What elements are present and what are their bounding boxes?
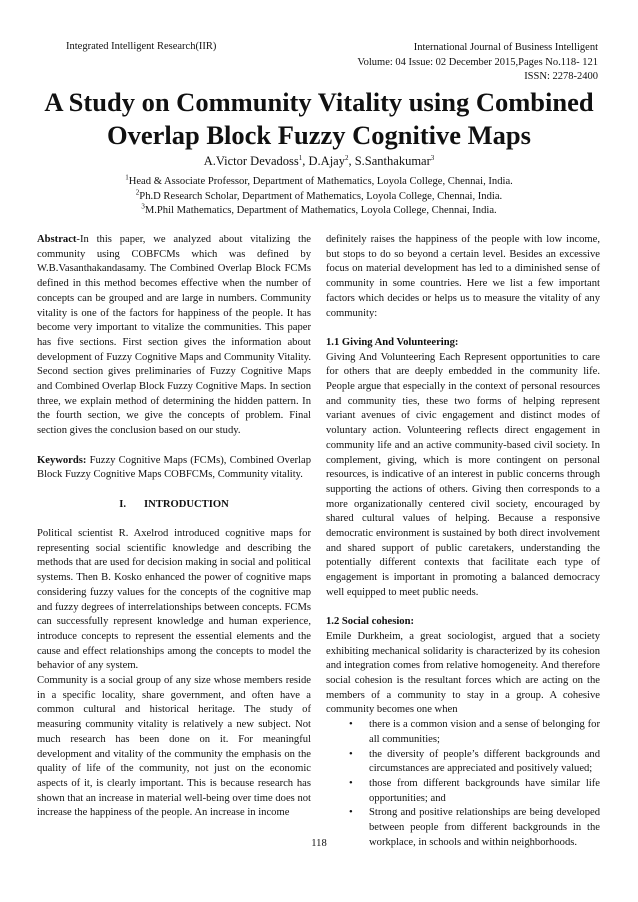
bullet-icon: • <box>349 748 353 760</box>
affiliation-text: Ph.D Research Scholar, Department of Mathematics, Loyola College, Chennai, India. <box>139 190 503 202</box>
bullet-icon: • <box>349 777 353 789</box>
section-number: I. <box>119 498 126 510</box>
author-sup: 3 <box>430 153 435 162</box>
journal-publisher: Integrated Intelligent Research(IIR) <box>66 41 217 52</box>
author-name: S.Santhakumar <box>354 154 431 168</box>
affiliation <box>0 175 638 190</box>
list-item <box>349 718 600 747</box>
journal-volume: Volume: 04 Issue: 02 December 2015,Pages No.118- 121 <box>357 56 598 68</box>
author-list <box>0 154 638 169</box>
intro-paragraph-2: Community is a social group of any size whose members reside in a specific locality, share government, and often have a common cultural and historical heritage. The study of measuring community vitality is relatively a new subject. Not much research has been done on it. For meaningful development and vitality of the community the emphasis on the quality of life of the community, not just on the economic aspects of it, is clearly important. This is because research has shown that an increase in material well-being over time does not increase the happiness of the people. An increase in income <box>37 675 311 819</box>
subsection-heading-social-cohesion: 1.2 Social cohesion: <box>326 616 414 628</box>
abstract <box>37 233 311 439</box>
author-name: A.Victor Devadoss <box>203 154 299 168</box>
subsection-heading-giving: 1.1 Giving And Volunteering: <box>326 336 459 348</box>
affiliation <box>0 204 638 219</box>
keywords <box>37 454 311 483</box>
section-title: INTRODUCTION <box>144 498 229 510</box>
affiliation-sup: 1 <box>125 173 129 182</box>
affiliation-sup: 2 <box>135 188 140 197</box>
bullet-icon: • <box>349 719 353 731</box>
affiliation-list <box>0 175 638 219</box>
journal-issn: ISSN: 2278-2400 <box>524 71 598 82</box>
abstract-label: Abstract <box>37 234 77 245</box>
author-sup: 2 <box>344 153 349 162</box>
left-column <box>37 233 311 821</box>
affiliation-sup: 3 <box>141 202 145 211</box>
list-item-text: the diversity of people’s different backgrounds and circumstances are appreciated and positively valued; <box>369 748 600 775</box>
affiliation-text: Head & Associate Professor, Department of Mathematics, Loyola College, Chennai, India. <box>128 176 513 187</box>
list-item <box>349 748 600 777</box>
abstract-text: -In this paper, we analyzed about vitalizing the community using COBFCMs which was defined by W.B.Vasanthakandasamy. The Combined Overlap Block FCMs defined in this method becomes effective when the number of concepts can be grouped and are large in numbers. Community vitality is one of the factors for happiness of the people. It has become very important to vitalize the communities. This paper has five sections. First section gives the information about development of Fuzzy Cognitive Maps and Community Vitality. Second section gives preliminaries of Fuzzy Cognitive Maps and Combined Overlap Block Fuzzy Cognitive Maps. In section three, we explain method of determining the hidden pattern. In the fourth section, we give the concepts of problem. Final section gives the conclusion based on our study. <box>37 234 311 437</box>
section-heading-introduction <box>37 498 311 513</box>
cohesion-bullet-list <box>326 718 600 850</box>
affiliation-text: M.Phil Mathematics, Department of Mathematics, Loyola College, Chennai, India. <box>144 205 497 217</box>
list-item-text: there is a common vision and a sense of belonging for all communities; <box>369 719 600 745</box>
paper-title <box>0 86 638 152</box>
list-item-text: those from different backgrounds have similar life opportunities; and <box>369 777 600 804</box>
subsection-giving-text: Giving And Volunteering Each Represent opportunities to care for others that are deeply embedded in the community life. People argue that especially in the context of personal resources and community ties, these two forms of helping represent variant avenues of civic engagement and distinct modes of voluntary action. Volunteering reflects direct engagement in community life and an active community-based civil society. In complement, giving, which is more contingent on personal resources, is indicative of an interest in public concerns through supporting the actions of others. Giving then corresponds to a more organizationally centered civil society, encouraged by shared cultural values of helping. Because a responsive democratic environment is sustained by both direct involvement and shared support of public caretakers, understanding the potentially different contexts that facilitate each type of engagement is important in promoting a balanced democracy well equipped to meet public needs. <box>326 351 600 598</box>
paper-title-line2: Overlap Block Fuzzy Cognitive Maps <box>107 120 531 150</box>
intro-paragraph-1: Political scientist R. Axelrod introduced cognitive maps for representing social scientific knowledge and describing the methods that are used for decision making in social and political systems. Then B. Kosko enhanced the power of cognitive maps considering fuzzy values for the concepts of the cognitive map and fuzzy degrees of interrelationships between concepts. FCMs can successfully represent knowledge and human experience, introduce concepts to represent the essential elements and the cause and effect relationships among the concepts to model the behavior of any system. <box>37 528 311 672</box>
right-column <box>326 233 600 851</box>
list-item-text: Strong and positive relationships are being developed between people from different backgrounds in the workplace, in schools and within neighborhoods. <box>369 807 600 848</box>
subsection-social-cohesion-text: Emile Durkheim, a great sociologist, argued that a society exhibiting mechanical solidarity is characterized by its cohesion and integration comes from relative homogeneity. And therefore social cohesion is the resultant forces which are acting on the members of a community to stay in a group. A cohesive community becomes one when <box>326 630 600 716</box>
journal-info <box>357 41 598 85</box>
affiliation <box>0 190 638 205</box>
intro-paragraph-continued: definitely raises the happiness of the people with low income, but stops to do so beyond a certain level. Besides an excessive focus on material development has led to a diminished sense of community in some countries. Here we list a few important factors which decides or helps us to measure the vitality of any community: <box>326 234 600 319</box>
keywords-text: Fuzzy Cognitive Maps (FCMs), Combined Overlap Block Fuzzy Cognitive Maps COBFCMs, Community vitality. <box>37 454 311 481</box>
journal-name: International Journal of Business Intelligent <box>413 42 598 53</box>
paper-title-line1: A Study on Community Vitality using Combined <box>44 87 594 117</box>
author-sup: 1 <box>298 153 303 162</box>
list-item <box>349 777 600 806</box>
author-separator: , <box>302 154 309 168</box>
author-separator: , <box>348 154 355 168</box>
keywords-label: Keywords: <box>37 454 87 466</box>
author-name: D.Ajay <box>308 154 345 168</box>
page-number: 118 <box>311 838 327 849</box>
bullet-icon: • <box>349 807 353 819</box>
